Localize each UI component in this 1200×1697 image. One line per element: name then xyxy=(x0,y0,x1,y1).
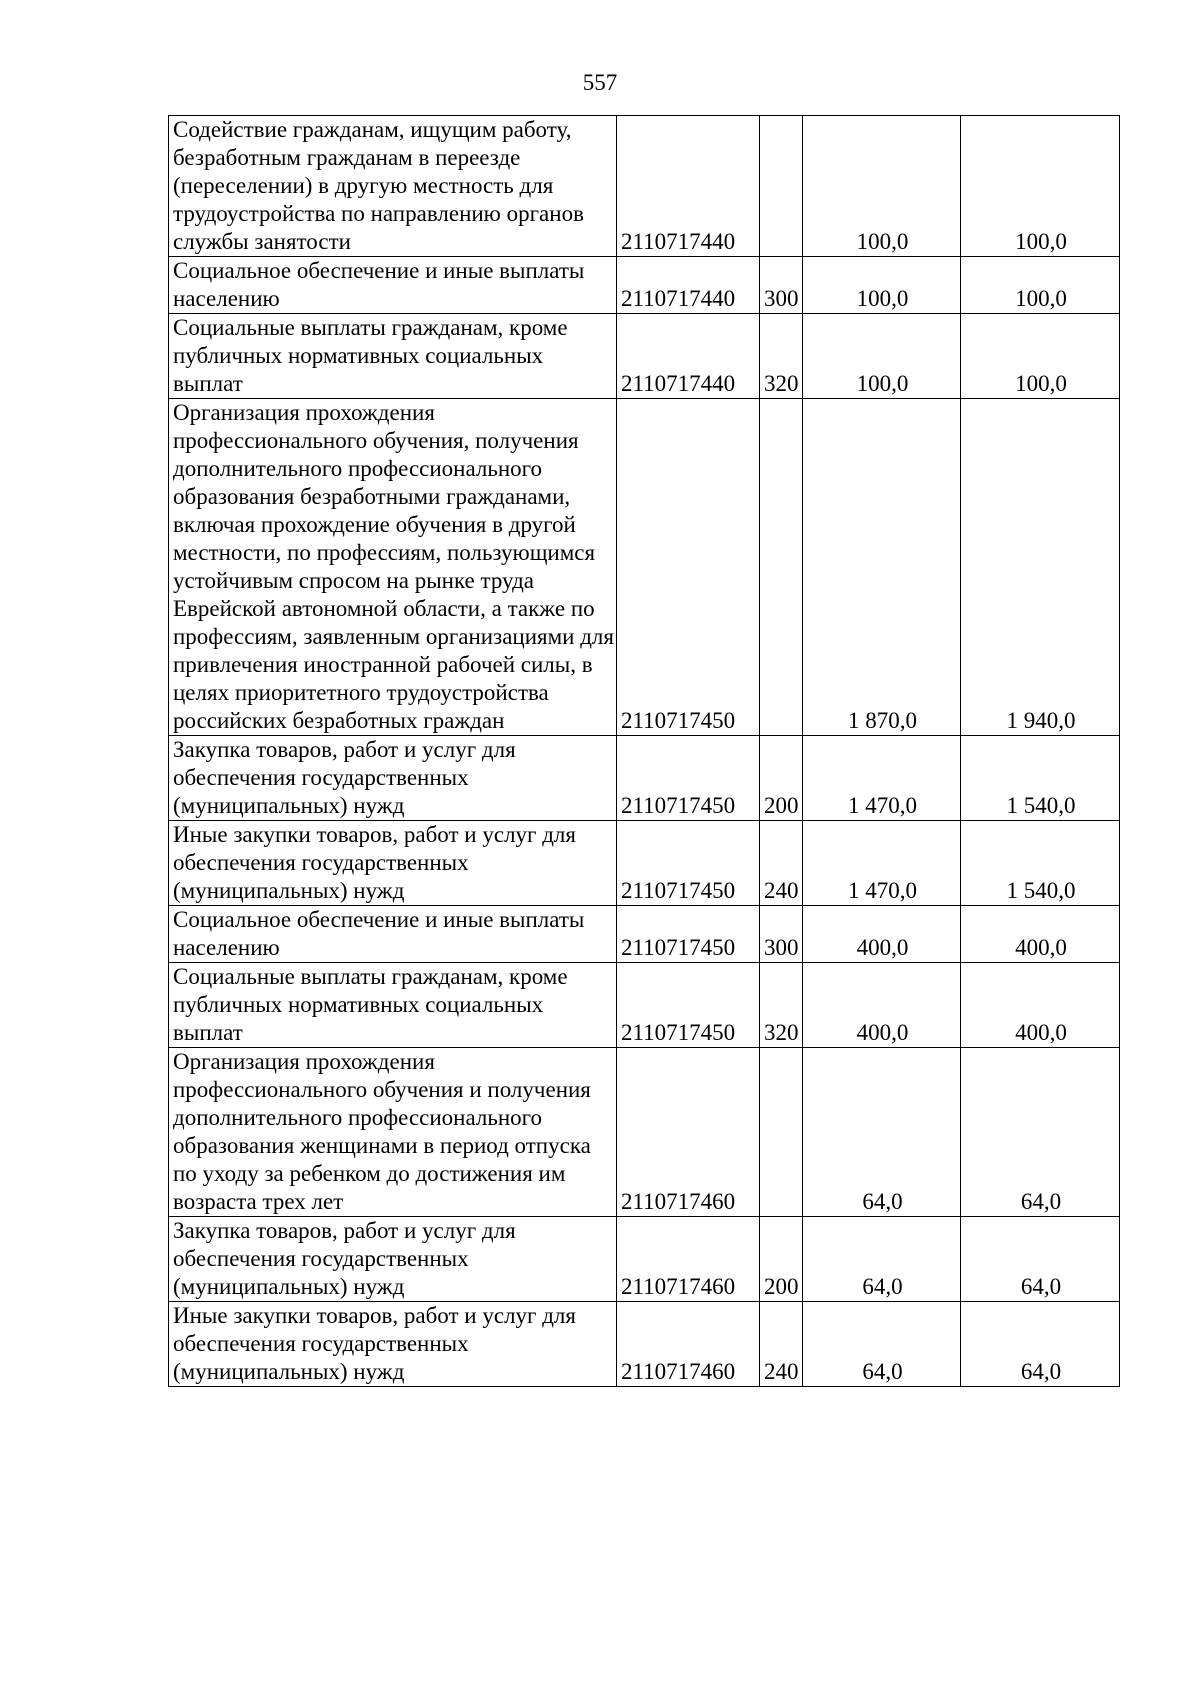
row-value-2-cell: 64,0 xyxy=(961,1048,1120,1217)
row-expense-type-cell: 200 xyxy=(760,1217,803,1302)
row-value-1-cell: 64,0 xyxy=(803,1048,961,1217)
table-row xyxy=(169,314,1120,399)
row-expense-type-cell xyxy=(760,399,803,736)
row-expense-type-cell xyxy=(760,116,803,257)
table-row xyxy=(169,1302,1120,1387)
row-value-1-cell: 400,0 xyxy=(803,963,961,1048)
table-row xyxy=(169,906,1120,963)
row-expense-type-cell: 300 xyxy=(760,906,803,963)
row-name-cell: Содействие гражданам, ищущим работу, безработным гражданам в переезде (переселении) в другую местность для трудоустройства по направлению органов службы занятости xyxy=(169,116,617,257)
row-expense-type-cell: 320 xyxy=(760,314,803,399)
row-expense-type-cell: 240 xyxy=(760,821,803,906)
row-value-1-cell: 100,0 xyxy=(803,116,961,257)
row-code-cell: 2110717460 xyxy=(617,1048,760,1217)
row-code-cell: 2110717450 xyxy=(617,736,760,821)
row-code-cell: 2110717450 xyxy=(617,963,760,1048)
row-value-1-cell: 100,0 xyxy=(803,314,961,399)
row-expense-type-cell: 320 xyxy=(760,963,803,1048)
row-name-cell: Иные закупки товаров, работ и услуг для обеспечения государственных (муниципальных) нужд xyxy=(169,821,617,906)
row-name-cell: Закупка товаров, работ и услуг для обеспечения государственных (муниципальных) нужд xyxy=(169,736,617,821)
table-row xyxy=(169,257,1120,314)
row-value-1-cell: 400,0 xyxy=(803,906,961,963)
row-expense-type-cell: 200 xyxy=(760,736,803,821)
row-name-cell: Закупка товаров, работ и услуг для обеспечения государственных (муниципальных) нужд xyxy=(169,1217,617,1302)
row-name-cell: Организация прохождения профессионального обучения и получения дополнительного профессионального образования женщинами в период отпуска по уходу за ребенком до достижения им возраста трех лет xyxy=(169,1048,617,1217)
row-value-2-cell: 100,0 xyxy=(961,116,1120,257)
row-expense-type-cell: 240 xyxy=(760,1302,803,1387)
row-code-cell: 2110717440 xyxy=(617,257,760,314)
row-value-2-cell: 64,0 xyxy=(961,1217,1120,1302)
row-expense-type-cell: 300 xyxy=(760,257,803,314)
row-value-1-cell: 64,0 xyxy=(803,1302,961,1387)
row-value-2-cell: 100,0 xyxy=(961,257,1120,314)
row-value-1-cell: 100,0 xyxy=(803,257,961,314)
row-value-2-cell: 1 540,0 xyxy=(961,821,1120,906)
row-expense-type-cell xyxy=(760,1048,803,1217)
page-number: 557 xyxy=(582,70,618,95)
table-row xyxy=(169,1048,1120,1217)
row-code-cell: 2110717450 xyxy=(617,906,760,963)
row-value-2-cell: 400,0 xyxy=(961,963,1120,1048)
row-value-2-cell: 100,0 xyxy=(961,314,1120,399)
table-row xyxy=(169,399,1120,736)
table-row xyxy=(169,821,1120,906)
row-name-cell: Социальное обеспечение и иные выплаты населению xyxy=(169,906,617,963)
table-row xyxy=(169,963,1120,1048)
row-code-cell: 2110717440 xyxy=(617,116,760,257)
budget-table xyxy=(168,115,1120,1387)
row-code-cell: 2110717440 xyxy=(617,314,760,399)
row-value-2-cell: 1 940,0 xyxy=(961,399,1120,736)
row-name-cell: Иные закупки товаров, работ и услуг для обеспечения государственных (муниципальных) нужд xyxy=(169,1302,617,1387)
table-row xyxy=(169,1217,1120,1302)
row-code-cell: 2110717450 xyxy=(617,399,760,736)
row-value-1-cell: 1 470,0 xyxy=(803,821,961,906)
row-name-cell: Социальные выплаты гражданам, кроме публичных нормативных социальных выплат xyxy=(169,314,617,399)
row-code-cell: 2110717460 xyxy=(617,1302,760,1387)
row-name-cell: Организация прохождения профессионального обучения, получения дополнительного профессионального образования безработными гражданами, включая прохождение обучения в другой местности, по профессиям, пользующимся устойчивым спросом на рынке труда Еврейской автономной области, а также по профессиям, заявленным организациями для привлечения иностранной рабочей силы, в целях приоритетного трудоустройства российских безработных граждан xyxy=(169,399,617,736)
row-value-1-cell: 1 870,0 xyxy=(803,399,961,736)
row-value-2-cell: 400,0 xyxy=(961,906,1120,963)
row-code-cell: 2110717450 xyxy=(617,821,760,906)
row-value-1-cell: 1 470,0 xyxy=(803,736,961,821)
table-row xyxy=(169,116,1120,257)
table-row xyxy=(169,736,1120,821)
row-value-1-cell: 64,0 xyxy=(803,1217,961,1302)
row-name-cell: Социальное обеспечение и иные выплаты населению xyxy=(169,257,617,314)
row-value-2-cell: 64,0 xyxy=(961,1302,1120,1387)
row-name-cell: Социальные выплаты гражданам, кроме публичных нормативных социальных выплат xyxy=(169,963,617,1048)
row-value-2-cell: 1 540,0 xyxy=(961,736,1120,821)
row-code-cell: 2110717460 xyxy=(617,1217,760,1302)
